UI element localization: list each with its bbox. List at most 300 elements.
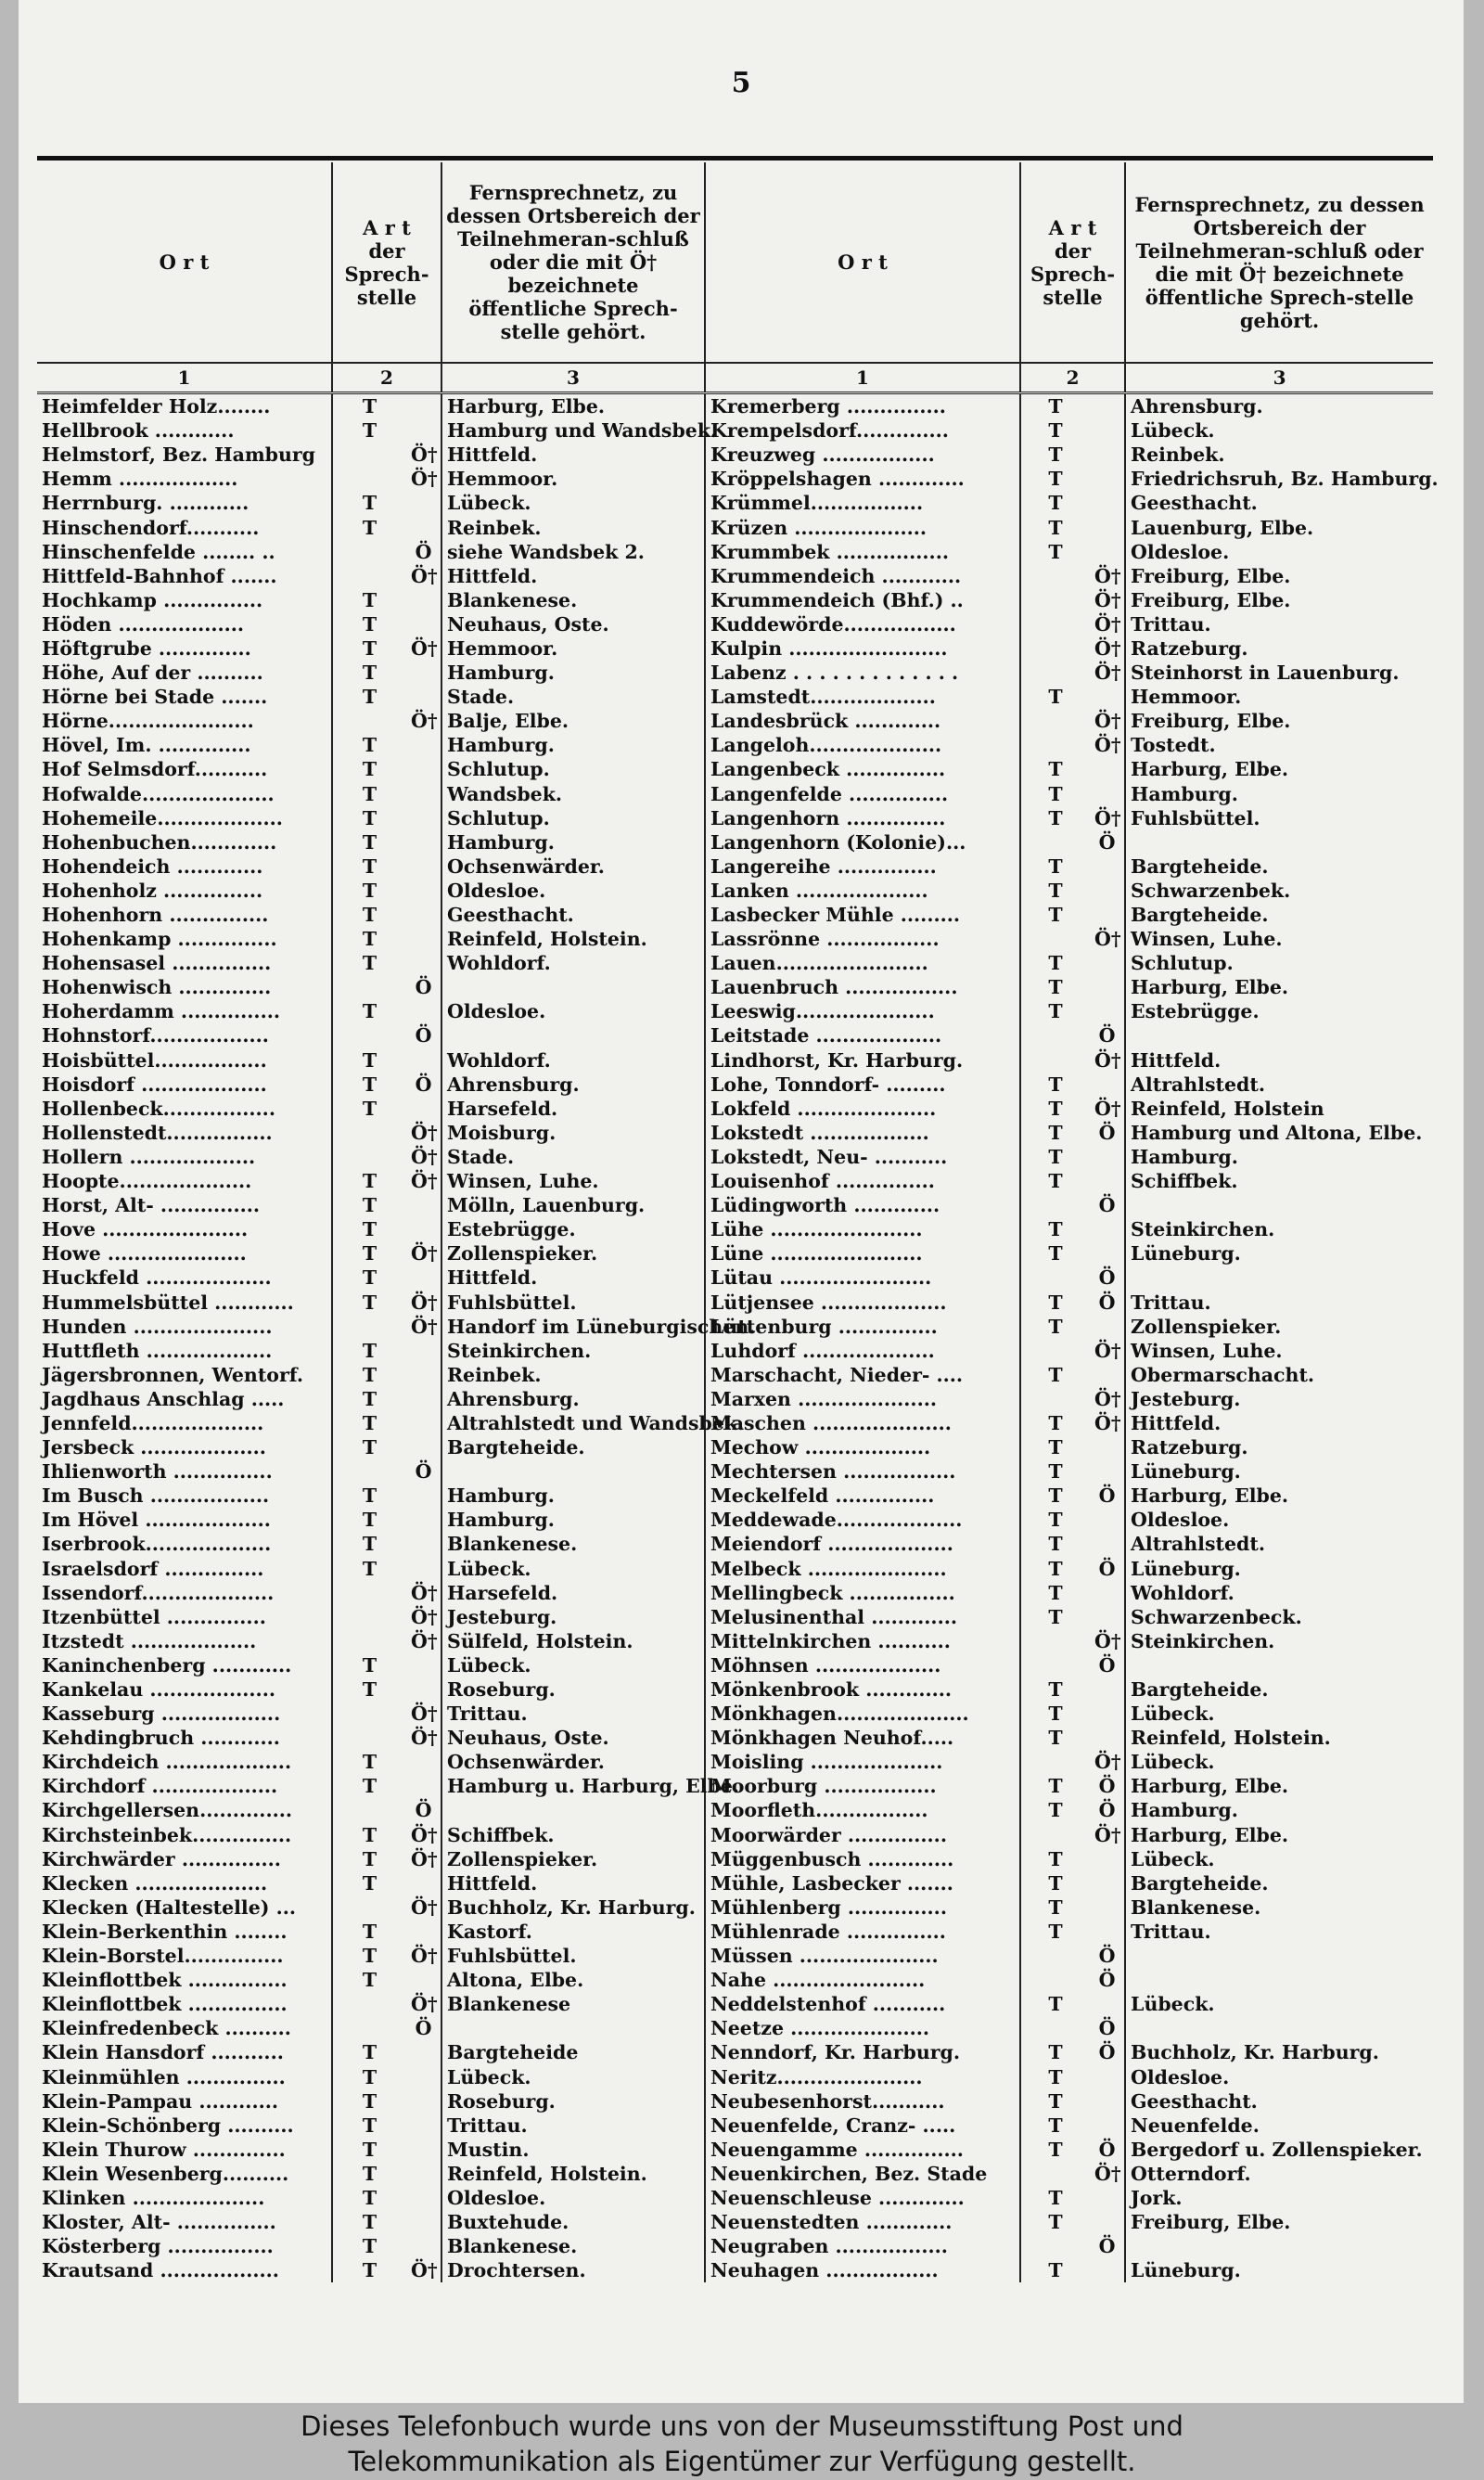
table-row	[37, 733, 1433, 757]
art-oe-cell	[406, 2234, 441, 2258]
col-number: 1	[705, 363, 1020, 393]
netz-cell: Lüneburg.	[1125, 1241, 1433, 1266]
ort-cell: Klecken (Haltestelle) ...	[42, 1895, 296, 1919]
ort-cell: Kirchdeich ...................	[42, 1751, 292, 1774]
netz-cell: Mustin.	[441, 2138, 705, 2162]
netz-cell	[1125, 1944, 1433, 1968]
ort-cell: Klein Wesenberg..........	[42, 2162, 289, 2185]
table-row	[37, 418, 1433, 443]
ort-cell: Ihlienworth ...............	[42, 1460, 273, 1484]
art-oe-cell: Ö†	[411, 1170, 438, 1193]
art-oe-cell: Ö	[1098, 1121, 1116, 1144]
art-oe-cell	[406, 1363, 441, 1387]
art-t-cell: T	[1020, 2040, 1090, 2064]
ort-cell: Kuddewörde.................	[705, 612, 1020, 636]
art-t-cell: T	[332, 418, 406, 443]
ort-cell: Horst, Alt- ...............	[42, 1194, 260, 1217]
art-oe-cell: Ö†	[411, 443, 438, 467]
table-row	[37, 806, 1433, 830]
art-t-cell: T	[1020, 1677, 1090, 1702]
ort-cell: Kleinmühlen ...............	[42, 2065, 286, 2088]
netz-cell: Zollenspieker.	[441, 1241, 705, 1266]
ort-cell: Issendorf....................	[42, 1581, 275, 1604]
table-row	[37, 1968, 1433, 1992]
art-oe-cell	[406, 2138, 441, 2162]
col-number: 2	[1020, 363, 1125, 393]
table-row	[37, 1145, 1433, 1169]
ort-cell: Jersbeck ...................	[42, 1436, 266, 1459]
ort-cell: Kirchdorf ...................	[42, 1775, 278, 1798]
art-oe-cell	[406, 1048, 441, 1073]
art-oe-cell: Ö†	[411, 710, 438, 733]
netz-cell: Reinbek.	[441, 515, 705, 539]
art-t-cell: T	[1020, 1508, 1090, 1532]
netz-cell: Lübeck.	[1125, 1702, 1433, 1726]
ort-cell: Nahe .......................	[705, 1968, 1020, 1992]
art-t-cell: T	[332, 1557, 406, 1581]
ort-cell: Mühlenrade ...............	[705, 1920, 1020, 1944]
table-row	[37, 1363, 1433, 1387]
table-row	[37, 2040, 1433, 2064]
art-t-cell: T	[332, 1387, 406, 1411]
table-row	[37, 1677, 1433, 1702]
netz-cell: Tostedt.	[1125, 733, 1433, 757]
art-oe-cell	[406, 2186, 441, 2210]
table-row	[37, 685, 1433, 709]
art-oe-cell	[1090, 467, 1125, 491]
netz-cell: Hittfeld.	[441, 564, 705, 588]
art-oe-cell	[406, 951, 441, 975]
ort-cell: Itzstedt ...................	[42, 1629, 257, 1652]
art-oe-cell	[1090, 1459, 1125, 1484]
ort-cell: Kleinflottbek ...............	[42, 1969, 288, 1992]
netz-cell: Harsefeld.	[441, 1581, 705, 1605]
netz-cell: Reinbek.	[1125, 443, 1433, 467]
table-row	[37, 1702, 1433, 1726]
art-oe-cell: Ö†	[1094, 1339, 1121, 1362]
table-row	[37, 2186, 1433, 2210]
art-oe-cell	[1090, 1605, 1125, 1629]
table-row	[37, 2089, 1433, 2114]
netz-cell: Blankenese.	[441, 1532, 705, 1556]
ort-cell: Krummendeich (Bhf.) ..	[705, 588, 1020, 612]
header-netz-left: Fernsprechnetz, zu dessen Ortsbereich der Teilnehmeran-schluß oder die mit Ö† bezeichnete öffentliche Sprech-stelle gehört.	[441, 162, 705, 363]
netz-cell: Schlutup.	[441, 757, 705, 781]
art-t-cell	[1020, 1823, 1090, 1847]
ort-cell: Kankelau ...................	[42, 1678, 275, 1702]
art-t-cell: T	[332, 2258, 406, 2282]
art-oe-cell	[406, 830, 441, 855]
art-t-cell: T	[1020, 1871, 1090, 1895]
netz-cell: Freiburg, Elbe.	[1125, 564, 1433, 588]
netz-cell: Estebrügge.	[1125, 999, 1433, 1023]
ort-cell: Klein Hansdorf ...........	[42, 2041, 284, 2064]
netz-cell: Altrahlstedt.	[1125, 1532, 1433, 1556]
netz-cell: Fuhlsbüttel.	[441, 1290, 705, 1314]
art-oe-cell: Ö	[1098, 1653, 1116, 1677]
art-oe-cell	[1090, 1435, 1125, 1459]
ort-cell: Neuenfelde, Cranz- .....	[705, 2114, 1020, 2138]
ort-cell: Kulpin ........................	[705, 636, 1020, 661]
ort-cell: Jägersbronnen, Wentorf.	[42, 1363, 304, 1386]
art-oe-cell	[1090, 393, 1125, 419]
netz-cell: Ochsenwärder.	[441, 855, 705, 879]
ort-cell: Hochkamp ...............	[42, 588, 263, 611]
ort-cell: Melbeck .....................	[705, 1557, 1020, 1581]
art-oe-cell: Ö†	[1094, 588, 1121, 611]
netz-cell: Lübeck.	[1125, 1992, 1433, 2016]
art-t-cell	[332, 1629, 406, 1653]
art-t-cell	[1020, 1048, 1090, 1073]
art-oe-cell	[1090, 782, 1125, 806]
ort-cell: Klein Thurow ..............	[42, 2138, 286, 2161]
ort-cell: Mönkhagen....................	[705, 1702, 1020, 1726]
art-oe-cell	[1090, 1702, 1125, 1726]
ort-cell: Kasseburg ..................	[42, 1703, 281, 1726]
netz-cell	[441, 2016, 705, 2040]
art-oe-cell: Ö†	[411, 2259, 438, 2282]
art-t-cell: T	[332, 588, 406, 612]
netz-cell: Hamburg u. Harburg, Elbe.	[441, 1774, 705, 1798]
ort-cell: Melusinenthal .............	[705, 1605, 1020, 1629]
ort-cell: Neetze .....................	[705, 2016, 1020, 2040]
art-t-cell: T	[332, 1968, 406, 1992]
ort-cell: Krummbek .................	[705, 540, 1020, 564]
netz-cell: Trittau.	[1125, 1290, 1433, 1314]
art-oe-cell	[1090, 1726, 1125, 1750]
art-t-cell: T	[1020, 540, 1090, 564]
ort-cell: Labenz . . . . . . . . . . . . .	[705, 661, 1020, 685]
art-oe-cell: Ö	[1098, 1557, 1116, 1580]
art-t-cell: T	[1020, 1121, 1090, 1145]
table-row	[37, 1217, 1433, 1241]
art-oe-cell	[1090, 418, 1125, 443]
ort-cell: Itzenbüttel ...............	[42, 1605, 266, 1628]
art-oe-cell: Ö	[1098, 1969, 1116, 1992]
art-oe-cell	[406, 515, 441, 539]
art-t-cell: T	[1020, 1581, 1090, 1605]
art-t-cell: T	[332, 685, 406, 709]
art-t-cell: T	[1020, 1798, 1090, 1822]
table-row	[37, 588, 1433, 612]
header-ort-left: O r t	[159, 251, 210, 274]
netz-cell	[441, 1023, 705, 1047]
ort-cell: Höftgrube ..............	[42, 636, 251, 660]
art-oe-cell: Ö†	[411, 1823, 438, 1846]
art-oe-cell	[1090, 1895, 1125, 1920]
art-t-cell: T	[332, 1241, 406, 1266]
table-row	[37, 636, 1433, 661]
art-oe-cell	[1090, 1677, 1125, 1702]
art-oe-cell	[1090, 1920, 1125, 1944]
art-t-cell	[332, 1605, 406, 1629]
ort-cell: Hofwalde....................	[42, 782, 275, 805]
ort-cell: Israelsdorf ...............	[42, 1557, 264, 1580]
art-t-cell: T	[332, 1750, 406, 1774]
art-t-cell: T	[332, 1653, 406, 1677]
art-oe-cell: Ö	[1098, 1194, 1116, 1217]
netz-cell: Schlutup.	[441, 806, 705, 830]
art-t-cell: T	[332, 879, 406, 903]
netz-cell: Hamburg.	[1125, 1145, 1433, 1169]
netz-cell: Bargteheide.	[441, 1435, 705, 1459]
netz-cell: Neuenfelde.	[1125, 2114, 1433, 2138]
table-row	[37, 757, 1433, 781]
art-t-cell	[1020, 1193, 1090, 1217]
art-t-cell: T	[1020, 1169, 1090, 1193]
netz-cell: Lüneburg.	[1125, 2258, 1433, 2282]
ort-cell: Hemm ..................	[42, 468, 238, 491]
art-oe-cell: Ö	[415, 1073, 432, 1096]
art-oe-cell: Ö	[415, 1460, 432, 1484]
netz-cell: Buxtehude.	[441, 2210, 705, 2234]
netz-cell: Lübeck.	[1125, 1750, 1433, 1774]
ort-cell: Meckelfeld ...............	[705, 1484, 1020, 1508]
ort-cell: Heimfelder Holz........	[42, 395, 271, 418]
ort-cell: Marxen .....................	[705, 1387, 1020, 1411]
art-t-cell: T	[1020, 2138, 1090, 2162]
art-t-cell: T	[332, 1944, 406, 1968]
netz-cell: Reinfeld, Holstein.	[441, 927, 705, 951]
table-row	[37, 393, 1433, 419]
art-t-cell: T	[332, 636, 406, 661]
art-oe-cell	[406, 588, 441, 612]
art-t-cell	[1020, 1387, 1090, 1411]
ort-cell: Lassrönne .................	[705, 927, 1020, 951]
netz-cell: Trittau.	[441, 1702, 705, 1726]
directory-table	[37, 162, 1439, 2282]
netz-cell: Lübeck.	[441, 1653, 705, 1677]
netz-cell: Drochtersen.	[441, 2258, 705, 2282]
directory-rows	[37, 393, 1439, 2283]
ort-cell: Lindhorst, Kr. Harburg.	[705, 1048, 1020, 1073]
art-oe-cell	[1090, 1847, 1125, 1871]
art-oe-cell	[1090, 1217, 1125, 1241]
art-t-cell	[1020, 927, 1090, 951]
art-t-cell: T	[1020, 1435, 1090, 1459]
art-oe-cell	[1090, 1508, 1125, 1532]
art-oe-cell	[1090, 2186, 1125, 2210]
netz-cell: Geesthacht.	[1125, 491, 1433, 515]
ort-cell: Lamstedt...................	[705, 685, 1020, 709]
art-oe-cell	[406, 2040, 441, 2064]
netz-cell: Freiburg, Elbe.	[1125, 709, 1433, 733]
ort-cell: Lanken ....................	[705, 879, 1020, 903]
art-t-cell: T	[1020, 1241, 1090, 1266]
ort-cell: Kröppelshagen .............	[705, 467, 1020, 491]
art-t-cell	[332, 564, 406, 588]
art-oe-cell: Ö†	[1094, 564, 1121, 587]
art-oe-cell	[1090, 1363, 1125, 1387]
ort-cell: Krempelsdorf..............	[705, 418, 1020, 443]
ort-cell: Klecken ....................	[42, 1871, 268, 1895]
netz-cell: Reinfeld, Holstein.	[441, 2162, 705, 2186]
netz-cell: Hemmoor.	[1125, 685, 1433, 709]
netz-cell: Neuhaus, Oste.	[441, 1726, 705, 1750]
art-oe-cell: Ö†	[1094, 1629, 1121, 1652]
ort-cell: Krüzen ....................	[705, 515, 1020, 539]
netz-cell: Balje, Elbe.	[441, 709, 705, 733]
ort-cell: Hoisdorf ...................	[42, 1073, 267, 1096]
table-row	[37, 1895, 1433, 1920]
netz-cell: Bargteheide.	[1125, 855, 1433, 879]
ort-cell: Lohe, Tonndorf- .........	[705, 1073, 1020, 1097]
netz-cell: Harburg, Elbe.	[441, 393, 705, 419]
art-oe-cell: Ö	[1098, 2235, 1116, 2258]
art-oe-cell	[1090, 1145, 1125, 1169]
art-oe-cell: Ö†	[1094, 710, 1121, 733]
art-oe-cell	[1090, 1315, 1125, 1339]
art-t-cell: T	[1020, 1847, 1090, 1871]
netz-cell: Bergedorf u. Zollenspieker.	[1125, 2138, 1433, 2162]
art-oe-cell: Ö†	[1094, 612, 1121, 636]
netz-cell: Hamburg.	[441, 1484, 705, 1508]
art-t-cell: T	[1020, 975, 1090, 999]
table-row	[37, 1315, 1433, 1339]
netz-cell: Bargteheide.	[1125, 1871, 1433, 1895]
art-t-cell: T	[332, 515, 406, 539]
netz-cell: Hamburg und Wandsbek.	[441, 418, 705, 443]
ort-cell: Jagdhaus Anschlag .....	[42, 1387, 285, 1410]
ort-cell: Hövel, Im. ..............	[42, 734, 251, 757]
art-t-cell	[1020, 1968, 1090, 1992]
netz-cell: Oldesloe.	[1125, 1508, 1433, 1532]
art-oe-cell	[1090, 443, 1125, 467]
art-oe-cell	[406, 927, 441, 951]
netz-cell: Lübeck.	[441, 1557, 705, 1581]
table-row	[37, 1241, 1433, 1266]
netz-cell: Reinfeld, Holstein	[1125, 1097, 1433, 1121]
art-oe-cell	[406, 2162, 441, 2186]
art-t-cell: T	[332, 1435, 406, 1459]
art-t-cell	[332, 1992, 406, 2016]
netz-cell: Lübeck.	[1125, 418, 1433, 443]
netz-cell: Blankenese.	[441, 588, 705, 612]
header-row	[37, 162, 1433, 363]
netz-cell	[1125, 1023, 1433, 1047]
art-oe-cell	[406, 1411, 441, 1435]
art-oe-cell	[406, 1871, 441, 1895]
ort-cell: Hohenwisch ..............	[42, 976, 272, 999]
art-oe-cell	[1090, 540, 1125, 564]
art-oe-cell: Ö†	[1094, 1823, 1121, 1846]
art-t-cell	[332, 1121, 406, 1145]
art-t-cell: T	[1020, 757, 1090, 781]
netz-cell: Reinfeld, Holstein.	[1125, 1726, 1433, 1750]
netz-cell: Jesteburg.	[441, 1605, 705, 1629]
netz-cell: Zollenspieker.	[441, 1847, 705, 1871]
art-oe-cell	[406, 903, 441, 927]
art-oe-cell	[406, 733, 441, 757]
netz-cell: Harsefeld.	[441, 1097, 705, 1121]
art-oe-cell	[406, 1968, 441, 1992]
art-oe-cell	[1090, 2114, 1125, 2138]
art-oe-cell: Ö†	[411, 1727, 438, 1750]
netz-cell: Freiburg, Elbe.	[1125, 2210, 1433, 2234]
art-t-cell	[332, 540, 406, 564]
netz-cell: Schwarzenbeck.	[1125, 1605, 1433, 1629]
netz-cell	[441, 1798, 705, 1822]
ort-cell: Langeloh....................	[705, 733, 1020, 757]
art-oe-cell	[1090, 951, 1125, 975]
netz-cell	[1125, 2234, 1433, 2258]
ort-cell: Moorfleth.................	[705, 1798, 1020, 1822]
art-t-cell: T	[332, 2138, 406, 2162]
art-oe-cell: Ö	[1098, 2017, 1116, 2040]
ort-cell: Moorburg .................	[705, 1774, 1020, 1798]
netz-cell: Jesteburg.	[1125, 1387, 1433, 1411]
netz-cell: Otterndorf.	[1125, 2162, 1433, 2186]
art-t-cell: T	[332, 2114, 406, 2138]
art-t-cell	[1020, 1944, 1090, 1968]
art-t-cell: T	[332, 1508, 406, 1532]
table-row	[37, 1605, 1433, 1629]
art-t-cell: T	[1020, 2210, 1090, 2234]
ort-cell: Krautsand ..................	[42, 2259, 279, 2282]
table-row	[37, 782, 1433, 806]
art-oe-cell	[1090, 975, 1125, 999]
ort-cell: Im Hövel ...................	[42, 1509, 271, 1532]
art-oe-cell	[406, 661, 441, 685]
netz-cell: Steinhorst in Lauenburg.	[1125, 661, 1433, 685]
netz-cell: Altona, Elbe.	[441, 1968, 705, 1992]
ort-cell: Hof Selmsdorf...........	[42, 758, 268, 781]
ort-cell: Neddelstenhof ...........	[705, 1992, 1020, 2016]
art-oe-cell	[1090, 999, 1125, 1023]
art-t-cell: T	[1020, 1557, 1090, 1581]
netz-cell: Jork.	[1125, 2186, 1433, 2210]
netz-cell: Harburg, Elbe.	[1125, 757, 1433, 781]
netz-cell: Neuhaus, Oste.	[441, 612, 705, 636]
netz-cell: Harburg, Elbe.	[1125, 1484, 1433, 1508]
netz-cell: Steinkirchen.	[441, 1339, 705, 1363]
table-row	[37, 1847, 1433, 1871]
netz-cell: Oldesloe.	[441, 999, 705, 1023]
ort-cell: Kirchwärder ...............	[42, 1847, 281, 1870]
netz-cell: Friedrichsruh, Bz. Hamburg.	[1125, 467, 1433, 491]
table-row	[37, 855, 1433, 879]
table-row	[37, 1097, 1433, 1121]
ort-cell: Hohemeile...................	[42, 806, 283, 829]
art-oe-cell	[406, 1508, 441, 1532]
art-t-cell: T	[332, 2064, 406, 2088]
netz-cell: Hamburg.	[441, 733, 705, 757]
art-t-cell: T	[332, 1169, 406, 1193]
ort-cell: Hohenholz ...............	[42, 879, 263, 902]
netz-cell: Stade.	[441, 685, 705, 709]
art-t-cell	[1020, 1629, 1090, 1653]
ort-cell: Kloster, Alt- ...............	[42, 2211, 276, 2234]
directory-page	[19, 0, 1464, 2403]
art-t-cell: T	[1020, 1992, 1090, 2016]
art-t-cell	[1020, 1023, 1090, 1047]
ort-cell: Mechow ...................	[705, 1435, 1020, 1459]
netz-cell: Altrahlstedt und Wandsbek.	[441, 1411, 705, 1435]
ort-cell: Lüne .......................	[705, 1241, 1020, 1266]
netz-cell: Ahrensburg.	[441, 1073, 705, 1097]
art-oe-cell: Ö†	[1094, 928, 1121, 951]
art-oe-cell: Ö	[1098, 1945, 1116, 1968]
netz-cell: Buchholz, Kr. Harburg.	[1125, 2040, 1433, 2064]
table-row	[37, 1339, 1433, 1363]
art-oe-cell	[406, 1193, 441, 1217]
ort-cell: Möhnsen ...................	[705, 1653, 1020, 1677]
art-t-cell	[332, 1895, 406, 1920]
table-row	[37, 612, 1433, 636]
ort-cell: Kirchsteinbek...............	[42, 1823, 292, 1846]
art-t-cell	[1020, 709, 1090, 733]
art-oe-cell	[406, 1435, 441, 1459]
